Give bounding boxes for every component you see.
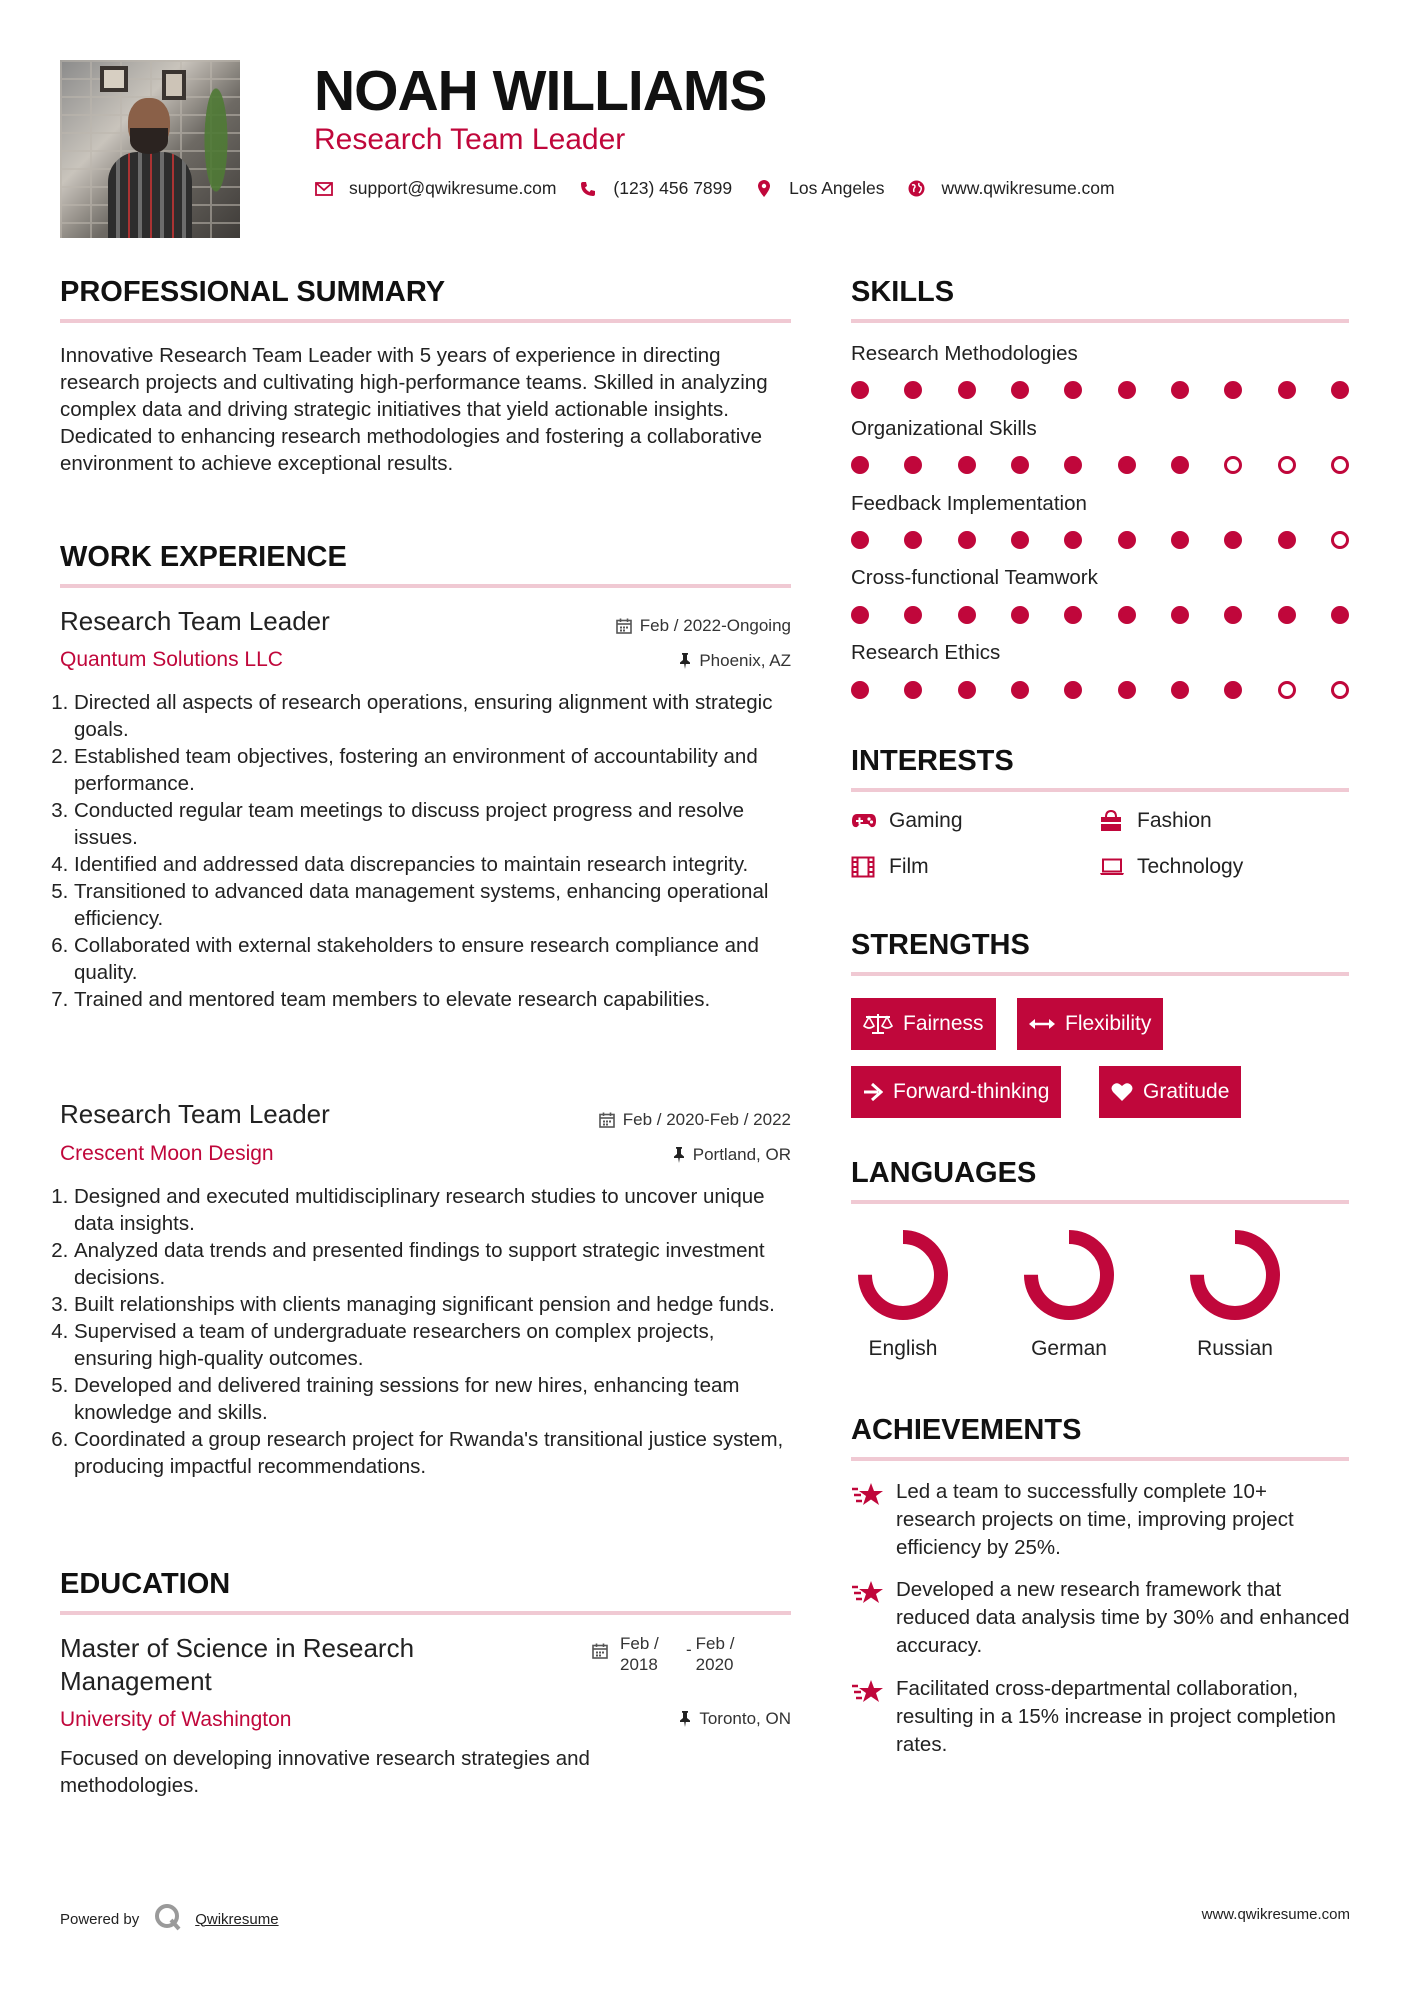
heart-icon [1111,1082,1133,1102]
strength-tag [1017,998,1163,1050]
rating-dot-filled [1171,456,1189,474]
rating-dot-filled [1064,681,1082,699]
rating-dot-filled [1118,456,1136,474]
job-location [679,651,791,671]
job-title: Research Team Leader [60,1099,330,1129]
achievements-divider [851,1457,1349,1461]
job-company: Crescent Moon Design [60,1142,274,1165]
skill-rating [851,606,1349,624]
list-item: 1. Designed and executed multidisciplinary research studies to uncover unique data insights. [74,1183,791,1237]
contact-location: Los Angeles [789,178,885,198]
list-item: 4. Identified and addressed data discrepancies to maintain research integrity. [74,851,791,878]
rating-dot-filled [1171,606,1189,624]
summary-text: Innovative Research Team Leader with 5 years of experience in directing research projects and cultivating high-performance teams. Skilled in analyzing complex data and driving strategic initiatives that yield actionable insights. Dedicated to enhancing research methodologies and fostering a collaborative environment to achieve exceptional results. [60,344,768,475]
rating-dot-filled [851,606,869,624]
language-item [1170,1225,1300,1361]
school-name: University of Washington [60,1708,292,1731]
education-location [679,1709,791,1729]
rating-dot-empty [1278,456,1296,474]
interest-label: Technology [1137,855,1244,878]
education-date-separator: - [686,1640,692,1659]
rating-dot-filled [1171,531,1189,549]
job-date [599,1110,791,1130]
education-date [592,1633,748,1675]
skill-name: Feedback Implementation [851,492,1087,515]
list-item: 2. Established team objectives, fostering an environment of accountability and performance. [74,743,791,797]
pin-icon [679,653,691,669]
candidate-role: Research Team Leader [314,123,626,156]
globe-icon [907,180,927,197]
strength-tag [851,998,996,1050]
skill-name: Research Methodologies [851,342,1078,365]
language-name: English [868,1337,938,1360]
achievements-heading: ACHIEVEMENTS [851,1414,1082,1446]
footer-website[interactable]: www.qwikresume.com [1201,1906,1350,1923]
strength-label: Fairness [903,1012,984,1035]
skills-heading: SKILLS [851,276,955,308]
skill-name: Organizational Skills [851,417,1037,440]
list-item: 4. Supervised a team of undergraduate researchers on complex projects, ensuring high-quality outcomes. [74,1318,791,1372]
phone-icon [578,181,598,197]
candidate-name: NOAH WILLIAMS [314,59,767,123]
strength-label: Gratitude [1143,1080,1230,1103]
interest-item [851,855,929,879]
list-item: 2. Analyzed data trends and presented findings to support strategic investment decisions. [74,1237,791,1291]
calendar-icon [592,1643,608,1659]
rating-dot-filled [851,456,869,474]
rating-dot-filled [1011,681,1029,699]
rating-dot-filled [1064,531,1082,549]
profile-photo [60,60,240,238]
rating-dot-filled [1331,606,1349,624]
job-location [673,1145,791,1165]
rating-dot-filled [904,381,922,399]
rating-dot-filled [1278,606,1296,624]
skill-name: Cross-functional Teamwork [851,566,1098,589]
list-item: 3. Built relationships with clients managing significant pension and hedge funds. [74,1291,791,1318]
gamepad-icon [851,813,879,829]
strength-tag [1099,1066,1241,1118]
rating-dot-filled [1011,456,1029,474]
rating-dot-filled [904,456,922,474]
powered-by-text: Powered by [60,1910,140,1928]
interest-label: Film [889,855,929,878]
qwikresume-logo-icon [153,1902,183,1936]
education-heading: EDUCATION [60,1568,231,1600]
shopping-bag-icon [1099,810,1127,832]
star-icon [851,1478,896,1562]
rating-dot-filled [851,681,869,699]
achievement-text: Facilitated cross-departmental collaboration, resulting in a 15% increase in project completion rates. [896,1677,1336,1756]
rating-dot-empty [1331,531,1349,549]
balance-scale-icon [863,1013,893,1035]
interest-item [851,809,963,833]
skill-rating [851,456,1349,474]
strength-label: Forward-thinking [893,1080,1050,1103]
interest-label: Fashion [1137,809,1212,832]
rating-dot-filled [1224,606,1242,624]
rating-dot-filled [1331,381,1349,399]
rating-dot-filled [1011,381,1029,399]
rating-dot-empty [1278,681,1296,699]
rating-dot-filled [1224,531,1242,549]
rating-dot-empty [1224,456,1242,474]
achievement-item [851,1576,1351,1660]
language-level-ring [1185,1225,1285,1325]
languages-divider [851,1200,1349,1204]
pin-icon [673,1147,685,1163]
rating-dot-filled [1011,531,1029,549]
footer-powered-by [60,1902,279,1936]
language-name: German [1031,1337,1107,1360]
star-icon [851,1675,896,1759]
rating-dot-filled [1118,381,1136,399]
interests-heading: INTERESTS [851,745,1014,777]
rating-dot-filled [851,381,869,399]
education-description: Focused on developing innovative research strategies and methodologies. [60,1747,590,1797]
map-pin-icon [754,180,774,197]
arrow-right-icon [863,1082,883,1102]
rating-dot-filled [1171,381,1189,399]
rating-dot-empty [1331,681,1349,699]
education-location-text: Toronto, ON [699,1709,791,1728]
rating-dot-filled [1171,681,1189,699]
rating-dot-filled [1011,606,1029,624]
star-icon [851,1576,896,1660]
skill-rating [851,381,1349,399]
degree-title: Master of Science in Research Management [60,1633,415,1696]
rating-dot-filled [1064,381,1082,399]
job-location-text: Phoenix, AZ [699,651,791,670]
job-location-text: Portland, OR [692,1145,791,1164]
job-date-text: Feb / 2022-Ongoing [639,616,791,635]
rating-dot-filled [904,681,922,699]
skill-name: Research Ethics [851,641,1001,664]
list-item: 6. Collaborated with external stakeholders to ensure research compliance and quality. [74,932,791,986]
language-level-ring [1019,1225,1119,1325]
interest-item [1099,809,1212,833]
job-date-text: Feb / 2020-Feb / 2022 [622,1110,791,1129]
education-divider [60,1611,791,1615]
strength-label: Flexibility [1065,1012,1152,1035]
job-bullets [56,1183,791,1480]
rating-dot-filled [958,456,976,474]
rating-dot-filled [904,606,922,624]
education-end-date: Feb / 2020 [695,1634,735,1674]
contact-website[interactable]: www.qwikresume.com [941,178,1115,198]
strengths-divider [851,972,1349,976]
rating-dot-filled [904,531,922,549]
education-start-date: Feb / 2018 [620,1634,659,1674]
brand-link[interactable]: Qwikresume [195,1910,279,1928]
language-level-ring [853,1225,953,1325]
rating-dot-filled [958,381,976,399]
contact-email[interactable]: support@qwikresume.com [349,178,557,198]
interest-item [1099,855,1243,879]
rating-dot-empty [1331,456,1349,474]
language-item [1004,1225,1134,1361]
job-bullets [56,689,791,1013]
rating-dot-filled [1064,606,1082,624]
skills-divider [851,319,1349,323]
job-title: Research Team Leader [60,606,330,636]
rating-dot-filled [851,531,869,549]
experience-divider [60,584,791,588]
achievement-text: Developed a new research framework that reduced data analysis time by 30% and enhanced accuracy. [896,1578,1350,1657]
interest-label: Gaming [889,809,963,832]
rating-dot-filled [1118,681,1136,699]
language-item [838,1225,968,1361]
contact-bar [314,178,1137,199]
rating-dot-filled [1064,456,1082,474]
strength-tag [851,1066,1061,1118]
calendar-icon [616,618,632,634]
contact-phone[interactable]: (123) 456 7899 [613,178,733,198]
rating-dot-filled [1278,531,1296,549]
rating-dot-filled [958,606,976,624]
email-icon [314,182,334,196]
rating-dot-filled [1224,381,1242,399]
skill-rating [851,531,1349,549]
calendar-icon [599,1112,615,1128]
list-item: 5. Transitioned to advanced data management systems, enhancing operational efficiency. [74,878,791,932]
list-item: 1. Directed all aspects of research operations, ensuring alignment with strategic goals. [74,689,791,743]
summary-divider [60,319,791,323]
laptop-icon [1099,858,1127,876]
rating-dot-filled [958,531,976,549]
achievement-text: Led a team to successfully complete 10+ research projects on time, improving project efficiency by 25%. [896,1480,1294,1559]
experience-heading: WORK EXPERIENCE [60,541,347,573]
job-company: Quantum Solutions LLC [60,648,283,671]
achievement-item [851,1675,1351,1759]
rating-dot-filled [1278,381,1296,399]
list-item: 5. Developed and delivered training sessions for new hires, enhancing team knowledge and skills. [74,1372,791,1426]
achievement-item [851,1478,1351,1562]
skill-rating [851,681,1349,699]
list-item: 7. Trained and mentored team members to elevate research capabilities. [74,986,791,1013]
rating-dot-filled [1118,606,1136,624]
rating-dot-filled [1224,681,1242,699]
list-item: 6. Coordinated a group research project for Rwanda's transitional justice system, producing impactful recommendations. [74,1426,791,1480]
rating-dot-filled [958,681,976,699]
strengths-heading: STRENGTHS [851,929,1030,961]
languages-heading: LANGUAGES [851,1157,1037,1189]
language-name: Russian [1197,1337,1273,1360]
interests-divider [851,788,1349,792]
film-icon [851,856,879,878]
summary-heading: PROFESSIONAL SUMMARY [60,276,446,308]
pin-icon [679,1711,691,1727]
list-item: 3. Conducted regular team meetings to discuss project progress and resolve issues. [74,797,791,851]
rating-dot-filled [1118,531,1136,549]
arrows-horizontal-icon [1029,1017,1055,1031]
job-date [616,616,791,636]
